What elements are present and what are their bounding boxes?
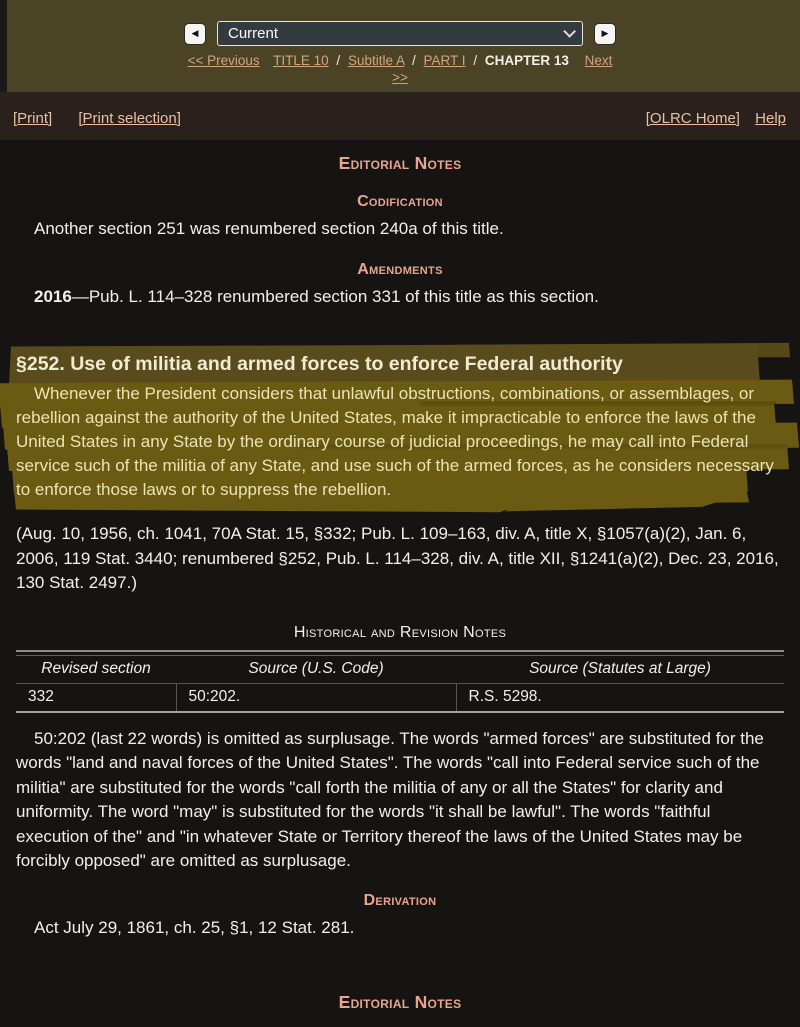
- version-dropdown-value: Current: [228, 25, 279, 42]
- print-link[interactable]: [Print]: [13, 109, 53, 127]
- codification-text: Another section 251 was renumbered section 240a of this title.: [34, 219, 504, 238]
- breadcrumb-part-link[interactable]: PART I: [423, 53, 466, 68]
- table-row: [16, 683, 784, 712]
- breadcrumb-separator: /: [473, 53, 478, 68]
- document-content: [0, 152, 800, 1013]
- historical-revision-notes-heading: Historical and Revision Notes: [293, 623, 507, 641]
- section-heading: §252. Use of militia and armed forces to enforce Federal authority: [16, 353, 623, 375]
- breadcrumb: [0, 53, 800, 69]
- chevron-down-icon: [563, 25, 576, 38]
- forward-arrow-icon: ▶: [601, 28, 609, 38]
- back-button[interactable]: [185, 24, 205, 44]
- editorial-notes-heading: Editorial Notes: [338, 153, 462, 173]
- revision-note: 50:202 (last 22 words) is omitted as surplusage. The words "armed forces" are substituted for the words "land and naval forces of the United States". The words "call into Federal service such of the militia" are substituted for the words "call forth the militia of any or all the States" for clarity and uniformity. The word "may" is substituted for the words "it shall be lawful". The words "faithful execution of the" and "in whatever State or Territory thereof the laws of the United States may be forcibly opposed" are omitted as surplusage.: [16, 728, 764, 870]
- cell-revised-section: 332: [28, 687, 54, 705]
- forward-button[interactable]: [595, 24, 615, 44]
- top-navigation-bar: [0, 0, 800, 92]
- historical-revision-table-wrap: [16, 650, 784, 713]
- amendment-paragraph: [16, 285, 784, 310]
- derivation-heading: Derivation: [363, 891, 437, 909]
- breadcrumb-separator: /: [412, 53, 416, 68]
- breadcrumb-subtitle-link[interactable]: Subtitle A: [347, 53, 405, 68]
- next-link-arrows[interactable]: >>: [392, 70, 408, 85]
- cell-source-statutes: R.S. 5298.: [456, 683, 784, 712]
- column-header-source-statutes: Source (Statutes at Large): [456, 655, 784, 683]
- derivation-text: Act July 29, 1861, ch. 25, §1, 12 Stat. 281.: [34, 917, 355, 937]
- breadcrumb-separator: /: [336, 53, 341, 68]
- source-credit: (Aug. 10, 1956, ch. 1041, 70A Stat. 15, §332; Pub. L. 109–163, div. A, title X, §1057(a)(2), Jan. 6, 2006, 119 Stat. 3440; renumbered §252, Pub. L. 114–328, div. A, title XII, §1241(a)(2), Dec. 23, 2016, 130 Stat. 2497.): [16, 524, 779, 592]
- amendment-text: —Pub. L. 114–328 renumbered section 331 of this title as this section.: [71, 286, 599, 306]
- codification-heading: Codification: [357, 193, 443, 210]
- breadcrumb-overflow: [0, 70, 800, 85]
- historical-revision-table: [16, 655, 784, 713]
- editorial-notes-bottom-heading: Editorial Notes: [338, 992, 462, 1012]
- amendments-heading: Amendments: [357, 260, 443, 278]
- help-link[interactable]: Help: [755, 109, 786, 127]
- section-252: [0, 342, 800, 514]
- section-text: Whenever the President considers that unlawful obstructions, combinations, or assemblages, or rebellion against the authority of the United States, make it impracticable to enforce the laws of the United States in any State by the ordinary course of judicial proceedings, he may call into Federal service such of the militia of any State, and use such of the armed forces, as he considers necessary to enforce those laws or to suppress the rebellion.: [16, 384, 774, 499]
- olrc-home-link[interactable]: [OLRC Home]: [645, 109, 740, 127]
- back-arrow-icon: ◀: [191, 28, 199, 38]
- amendment-year: 2016: [34, 286, 72, 306]
- left-edge-strip: [0, 0, 7, 92]
- next-link[interactable]: Next: [584, 53, 613, 68]
- utility-bar: [0, 92, 800, 140]
- breadcrumb-current-chapter: CHAPTER 13: [484, 53, 569, 68]
- version-toolbar: [0, 21, 800, 46]
- column-header-revised-section: Revised section: [16, 655, 176, 683]
- version-dropdown[interactable]: [217, 21, 583, 46]
- utility-bar-left: [13, 110, 181, 127]
- breadcrumb-title-link[interactable]: TITLE 10: [273, 53, 329, 68]
- previous-link[interactable]: << Previous: [187, 53, 260, 68]
- print-selection-link[interactable]: [Print selection]: [78, 109, 181, 127]
- column-header-source-us-code: Source (U.S. Code): [176, 655, 456, 683]
- table-header-row: [16, 655, 784, 683]
- utility-bar-right: [646, 110, 786, 127]
- cell-source-us-code: 50:202.: [176, 683, 456, 712]
